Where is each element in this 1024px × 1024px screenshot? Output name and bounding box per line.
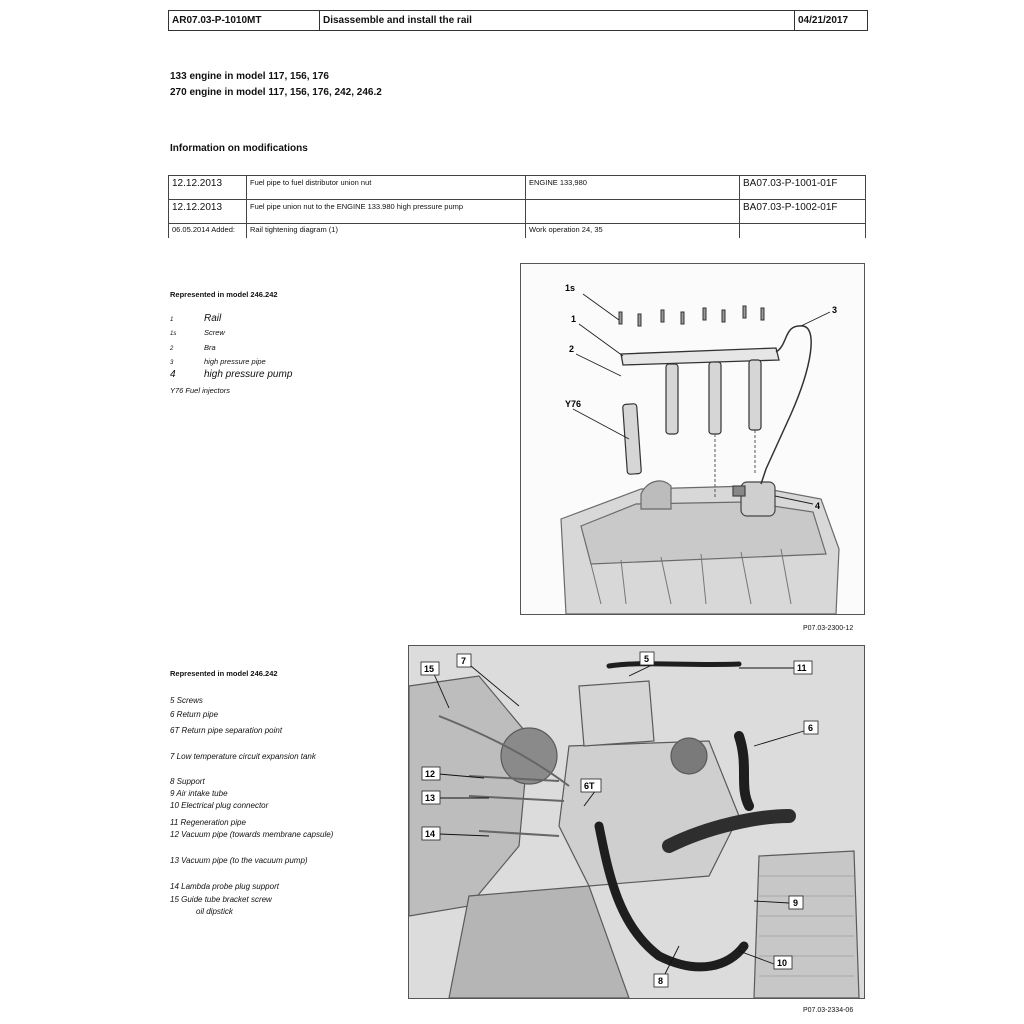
figure2-engine-photo: [408, 645, 865, 999]
modifications-title: Information on modifications: [170, 143, 308, 154]
figure2-legend-title: Represented in model 246.242: [170, 669, 278, 678]
mod-description: Fuel pipe to fuel distributor union nut: [247, 176, 526, 200]
callout-4: 4: [815, 501, 821, 511]
mod-added-date: 06.05.2014 Added:: [169, 224, 247, 239]
legend-item: 11 Regeneration pipe: [170, 818, 246, 827]
callout-6t: 6T: [584, 781, 595, 791]
doc-title: Disassemble and install the rail: [320, 11, 795, 30]
legend-item: 14 Lambda probe plug support: [170, 882, 279, 891]
mod-date: 12.12.2013: [169, 200, 247, 224]
callout-7: 7: [461, 656, 467, 666]
injector-shapes: [623, 360, 761, 474]
figure1-reference: P07.03-2300-12: [803, 625, 854, 632]
callout-14: 14: [425, 829, 436, 839]
table-row: [169, 200, 866, 224]
document-header: [168, 10, 868, 31]
table-row: [169, 224, 866, 239]
doc-date: 04/21/2017: [798, 15, 849, 26]
mod-added-work: Work operation 24, 35: [526, 224, 740, 239]
legend-item: 8 Support: [170, 777, 205, 786]
figure1-rail-diagram: [520, 263, 865, 615]
mod-description: Fuel pipe union nut to the ENGINE 133.980 high pressure pump: [247, 200, 526, 224]
figure2-reference: P07.03-2334-06: [803, 1007, 854, 1014]
applicability-line-2: 270 engine in model 117, 156, 176, 242, 246.2: [170, 87, 382, 98]
legend-item: 1 Rail: [170, 313, 222, 324]
callout-8: 8: [658, 976, 664, 986]
legend-item: 15 Guide tube bracket screw: [170, 895, 272, 904]
legend-item: 10 Electrical plug connector: [170, 801, 269, 810]
figure2-legend: [170, 696, 400, 921]
mod-reference: BA07.03-P-1002-01F: [740, 200, 866, 224]
legend-item: Y76 Fuel injectors: [170, 386, 231, 395]
callout-1: 1: [571, 314, 577, 324]
table-row: [169, 176, 866, 200]
legend-item: oil dipstick: [196, 907, 233, 916]
legend-item: 2 Bra: [170, 343, 216, 352]
callout-13: 13: [425, 793, 436, 803]
legend-item: 6 Return pipe: [170, 710, 219, 719]
applicability-line-1: 133 engine in model 117, 156, 176: [170, 71, 329, 82]
callout-y76: Y76: [565, 399, 582, 409]
figure1-legend-title: Represented in model 246.242: [170, 290, 278, 299]
legend-item: 5 Screws: [170, 696, 203, 705]
callout-9: 9: [793, 898, 799, 908]
legend-item: 13 Vacuum pipe (to the vacuum pump): [170, 856, 308, 865]
mod-reference: BA07.03-P-1001-01F: [740, 176, 866, 200]
mod-engine: ENGINE 133,980: [526, 176, 740, 200]
legend-item: 4 high pressure pump: [170, 369, 293, 380]
callout-15: 15: [424, 664, 435, 674]
doc-number: AR07.03-P-1010MT: [169, 11, 320, 30]
callout-11: 11: [797, 663, 807, 673]
callout-2: 2: [569, 344, 575, 354]
legend-item: 6T Return pipe separation point: [170, 726, 283, 735]
callout-10: 10: [777, 958, 788, 968]
callout-6: 6: [808, 723, 814, 733]
mod-added-description: Rail tightening diagram (1): [247, 224, 526, 239]
legend-item: 12 Vacuum pipe (towards membrane capsule): [170, 830, 334, 839]
legend-item: 9 Air intake tube: [170, 789, 228, 798]
mod-date: 12.12.2013: [169, 176, 247, 200]
legend-item: 3 high pressure pipe: [170, 357, 266, 366]
callout-5: 5: [644, 654, 650, 664]
figure1-legend: [170, 314, 500, 404]
mod-engine: [526, 200, 740, 224]
callout-3: 3: [832, 305, 838, 315]
legend-item: 7 Low temperature circuit expansion tank: [170, 752, 316, 761]
callout-1s: 1s: [565, 283, 576, 293]
legend-item: 1s Screw: [170, 328, 225, 337]
modifications-table: [168, 175, 866, 238]
callout-12: 12: [425, 769, 436, 779]
